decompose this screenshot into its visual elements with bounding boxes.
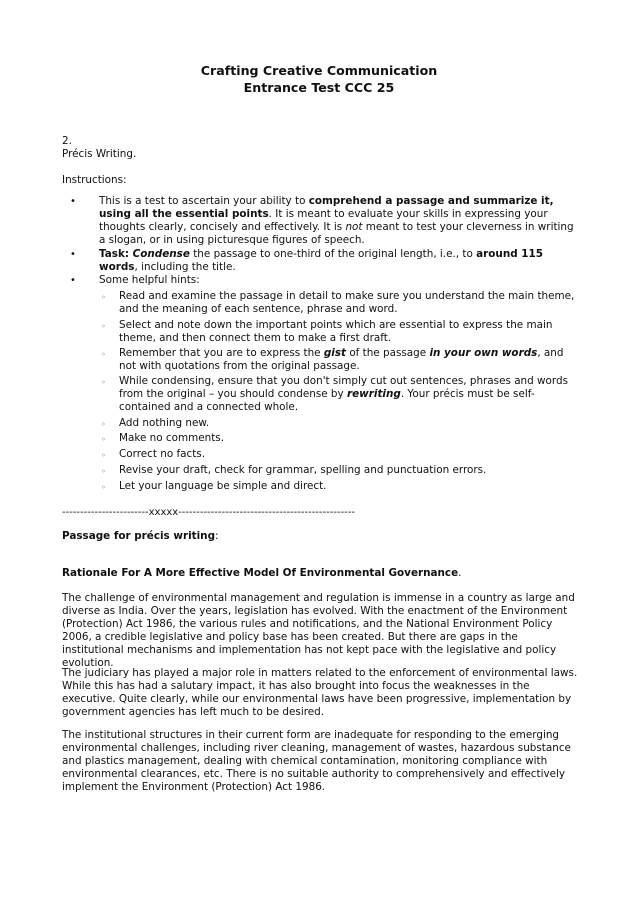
- sub-bullet-icon: ◦: [101, 350, 106, 359]
- instruction-item-1: This is a test to ascertain your ability to comprehend a passage and summarize it, using all the essential points. It is meant to evaluate your skills in expressing your thoughts clearly, concisely and effectively. It is not meant to test your cleverness in writing a slogan, or in using picturesque figures of speech.: [99, 195, 574, 246]
- sub-bullet-icon: ◦: [101, 420, 106, 429]
- hint-item: Revise your draft, check for grammar, spelling and punctuation errors.: [119, 464, 487, 476]
- sub-bullet-icon: ◦: [101, 378, 106, 387]
- section-name: Précis Writing.: [62, 148, 137, 160]
- hint-item: While condensing, ensure that you don't simply cut out sentences, phrases and words from the original – you should condense by rewriting. Your précis must be self-contained and a connected whole.: [119, 375, 568, 413]
- hint-item: Make no comments.: [119, 432, 225, 444]
- bullet-icon: •: [70, 275, 76, 286]
- instructions-label: Instructions:: [62, 174, 127, 186]
- section-number: 2.: [62, 135, 72, 147]
- document-title: Crafting Creative Communication: [200, 63, 438, 78]
- hint-item: Read and examine the passage in detail to make sure you understand the main theme, and the meaning of each sentence, phrase and word.: [119, 290, 575, 315]
- passage-paragraph-3: The institutional structures in their current form are inadequate for responding to the emerging environmental challenges, including river cleaning, management of wastes, hazardous substance and plastics management, dealing with chemical contamination, monitoring compliance with environmental clearances, etc. There is no suitable authority to comprehensively and effectively implement the Environment (Protection) Act 1986.: [62, 729, 571, 793]
- instruction-item-3: Some helpful hints:: [99, 274, 200, 286]
- passage-paragraph-2: The judiciary has played a major role in matters related to the enforcement of environmental laws. While this has had a salutary impact, it has also brought into focus the weaknesses in the executive. Quite clearly, while our environmental laws have been progressive, implementation by government agencies has left much to be desired.: [62, 667, 578, 718]
- hint-item: Let your language be simple and direct.: [119, 480, 327, 492]
- passage-heading: Rationale For A More Effective Model Of Environmental Governance.: [62, 567, 462, 579]
- hint-item: Correct no facts.: [119, 448, 206, 460]
- bullet-icon: •: [70, 249, 76, 260]
- passage-label: Passage for précis writing:: [62, 530, 219, 542]
- sub-bullet-icon: ◦: [101, 483, 106, 492]
- bullet-icon: •: [70, 196, 76, 207]
- sub-bullet-icon: ◦: [101, 293, 106, 302]
- hint-item: Add nothing new.: [119, 417, 210, 429]
- sub-bullet-icon: ◦: [101, 322, 106, 331]
- passage-paragraph-1: The challenge of environmental management and regulation is immense in a country as large and diverse as India. Over the years, legislation has evolved. With the enactment of the Environment (Protection) Act 1986, the various rules and notifications, and the National Environment Policy 2006, a credible legislative and policy base has been created. But there are gaps in the institutional mechanisms and implementation has not kept pace with the legislative and policy evolution.: [62, 592, 575, 669]
- hint-item: Select and note down the important points which are essential to express the main theme, and then connect them to make a first draft.: [119, 319, 553, 344]
- sub-bullet-icon: ◦: [101, 435, 106, 444]
- instruction-item-2: Task: Condense the passage to one-third of the original length, i.e., to around 115 words, including the title.: [99, 248, 543, 273]
- hint-item: Remember that you are to express the gist of the passage in your own words, and not with quotations from the original passage.: [119, 347, 564, 372]
- separator-line: ------------------------xxxxx-------------------------------------------------: [62, 507, 356, 518]
- sub-bullet-icon: ◦: [101, 467, 106, 476]
- document-subtitle: Entrance Test CCC 25: [243, 80, 395, 95]
- sub-bullet-icon: ◦: [101, 451, 106, 460]
